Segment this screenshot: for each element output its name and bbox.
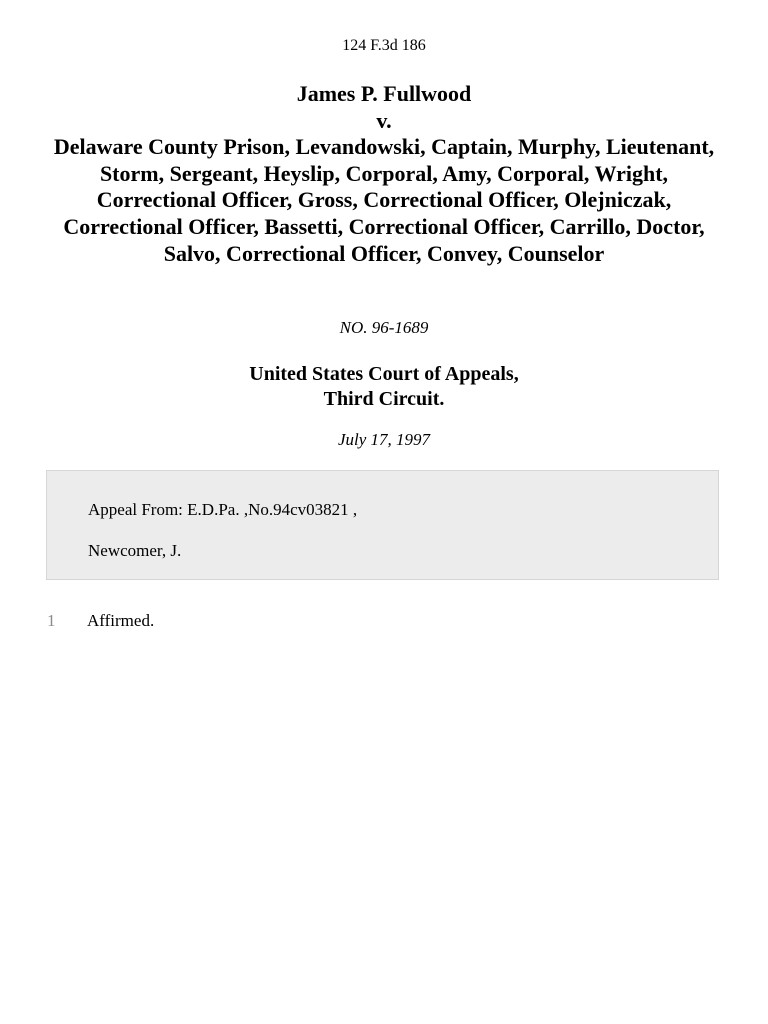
paragraph-number: 1 (47, 611, 56, 630)
defendants-list: Delaware County Prison, Levandowski, Captain, Murphy, Lieutenant, Storm, Sergeant, Heyslip, Corporal, Amy, Corporal, Wright, Correctional Officer, Gross, Correctional Officer, Olejniczak, Correctional Officer, Bassetti, Correctional Officer, Carrillo, Doctor, Salvo, Correctional Officer, Convey, Counselor (53, 134, 715, 266)
court-name (0, 362, 768, 411)
case-caption (50, 81, 718, 267)
court-name-line-1: United States Court of Appeals, (249, 363, 519, 385)
appeal-from-text: Appeal From: E.D.Pa. ,No.94cv03821 , (88, 500, 358, 519)
appeal-info-box (46, 470, 719, 580)
paragraph-text: Affirmed. (87, 611, 155, 630)
decision-date: July 17, 1997 (337, 430, 431, 449)
case-citation: 124 F.3d 186 (342, 37, 426, 54)
judge-name: Newcomer, J. (88, 541, 182, 560)
opinion-paragraph (0, 611, 768, 633)
versus-marker: v. (376, 107, 392, 133)
plaintiff-name: James P. Fullwood (296, 81, 472, 106)
docket-number: NO. 96-1689 (339, 318, 429, 337)
court-name-line-2: Third Circuit. (323, 387, 445, 410)
